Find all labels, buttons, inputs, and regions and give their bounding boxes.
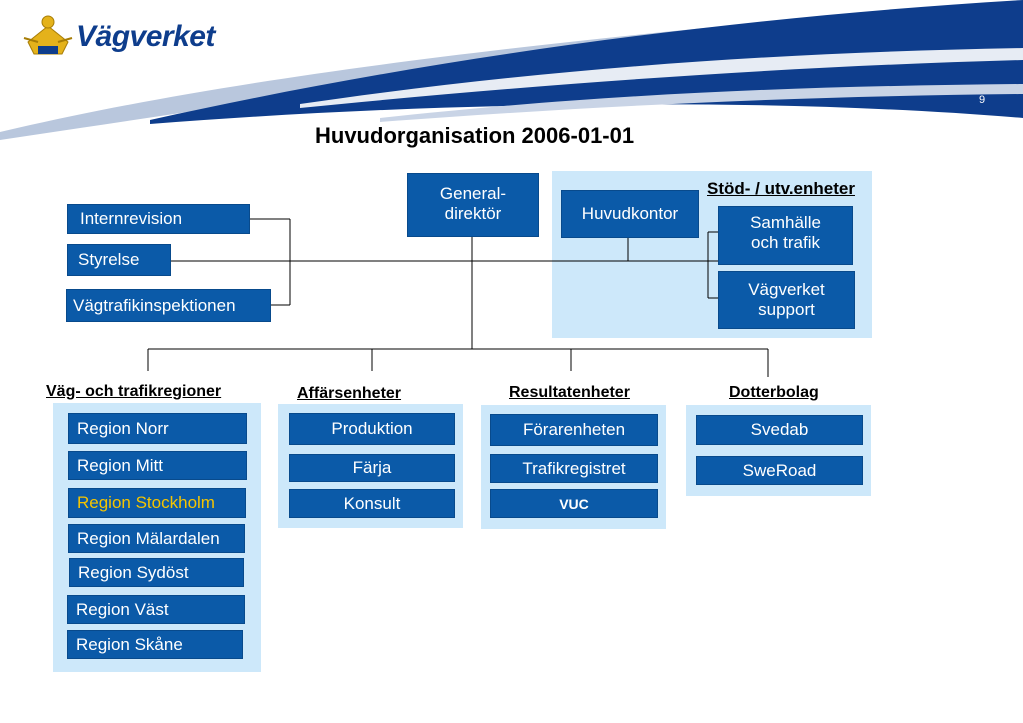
region-norr-box — [68, 413, 247, 444]
vagverket-support-box — [718, 271, 855, 329]
styrelse-label: Styrelse — [78, 250, 140, 269]
trafikregistret-box — [490, 454, 658, 483]
styrelse-box — [67, 244, 171, 276]
region-stockholm-box — [68, 488, 246, 518]
page-number: 9 — [979, 94, 986, 106]
internrevision-box — [67, 204, 250, 234]
affarsenhet-label: Konsult — [343, 493, 401, 513]
region-sydost-box — [69, 558, 244, 587]
samhalle-box — [718, 206, 853, 265]
internrevision-label: Internrevision — [80, 209, 183, 228]
sweroad-box — [696, 456, 863, 485]
region-vast-box — [67, 595, 245, 624]
region-skane-box — [67, 630, 243, 659]
vagtrafikinspektionen-label: Vägtrafikinspektionen — [73, 295, 236, 315]
region-label: Region Skåne — [76, 634, 183, 654]
affarsenhet-label: Färja — [352, 458, 392, 477]
region-label: Region Norr — [77, 418, 169, 438]
resultatenhet-label: Förarenheten — [522, 420, 626, 439]
vagtrafikinspektionen-box — [66, 289, 271, 322]
vuc-box — [490, 489, 658, 518]
resultatenheter-heading: Resultatenheter — [509, 384, 630, 401]
konsult-box — [289, 489, 455, 518]
region-label: Region Mälardalen — [77, 528, 220, 548]
dotterbolag-label: SweRoad — [742, 460, 817, 480]
stod-heading: Stöd- / utv.enheter — [707, 179, 855, 198]
regioner-heading: Väg- och trafikregioner — [46, 383, 222, 400]
general-director-box — [407, 173, 539, 237]
dotterbolag-label: Svedab — [750, 420, 809, 439]
region-label: Region Väst — [76, 599, 169, 619]
region-label: Region Mitt — [77, 455, 163, 475]
huvudkontor-box — [561, 190, 699, 238]
affarsenheter-heading: Affärsenheter — [297, 385, 402, 402]
affarsenhet-label: Produktion — [331, 419, 413, 438]
region-malardalen-box — [68, 524, 245, 553]
svedab-box — [696, 415, 863, 445]
page-title: Huvudorganisation 2006-01-01 — [315, 123, 635, 148]
huvudkontor-label: Huvudkontor — [581, 204, 679, 223]
resultatenhet-label: Trafikregistret — [522, 458, 626, 478]
dotterbolag-heading: Dotterbolag — [729, 384, 819, 401]
forarenheten-box — [490, 414, 658, 446]
resultatenhet-label: VUC — [559, 495, 589, 512]
region-mitt-box — [68, 451, 247, 480]
region-label: Region Stockholm — [77, 493, 215, 512]
produktion-box — [289, 413, 455, 445]
logo-text: Vägverket — [76, 20, 215, 53]
vagverket-support-label: Vägverket support — [748, 280, 825, 319]
samhalle-label: Samhälle och trafik — [750, 213, 821, 252]
general-director-label: General- direktör — [439, 184, 507, 223]
region-label: Region Sydöst — [78, 562, 189, 582]
farja-box — [289, 454, 455, 482]
